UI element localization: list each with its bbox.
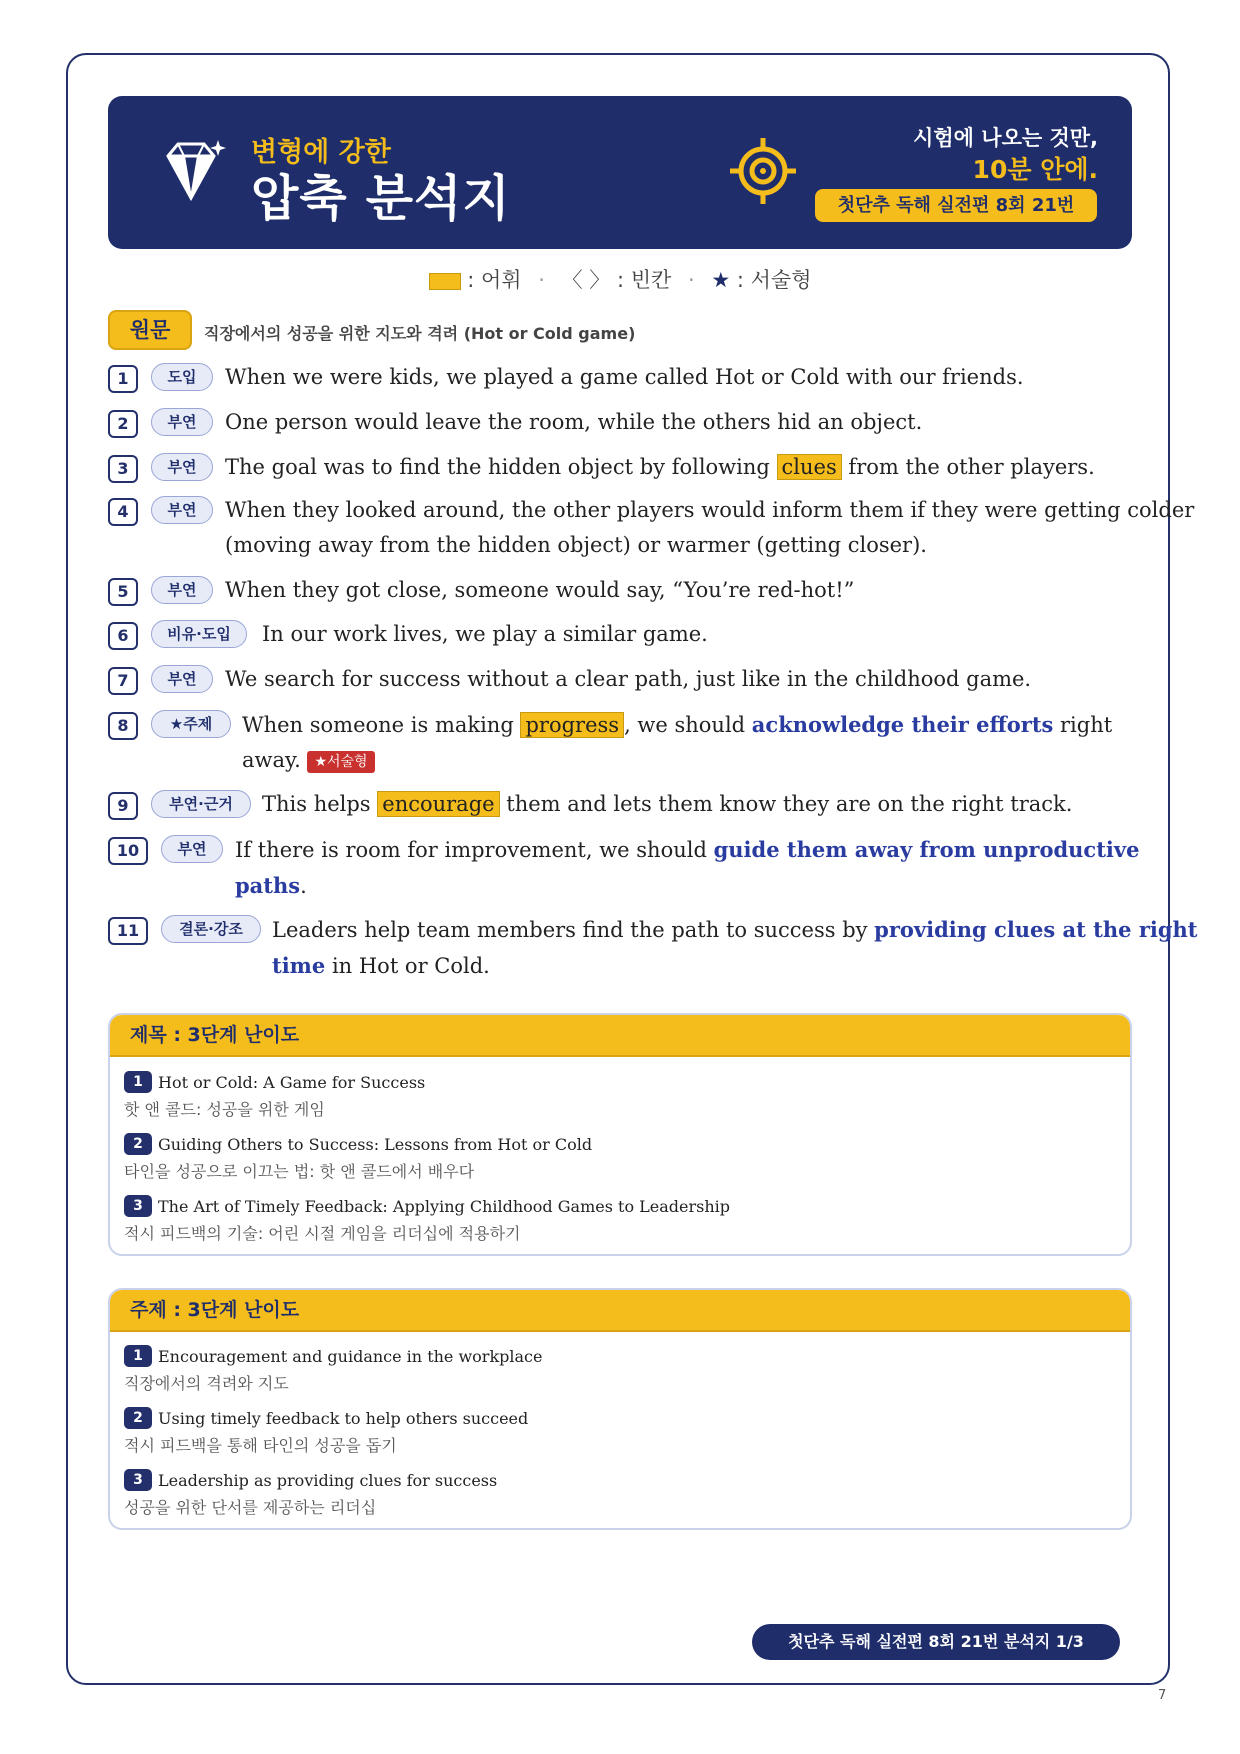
section-label: 원문 <box>108 310 192 350</box>
sentence-text: When they looked around, the other players would inform them if they were getting colder (moving away from the hidden object) or warmer (getting closer). <box>225 498 1195 557</box>
sentence-tag: 비유·도입 <box>151 620 247 648</box>
page-number: 7 <box>1158 1688 1167 1703</box>
sentence-number: 2 <box>108 410 138 438</box>
sentence-text: If there is room for improvement, we should guide them away from unproductive paths. <box>235 837 1140 898</box>
star-icon: ★ <box>711 268 731 292</box>
header-banner <box>108 96 1132 249</box>
title-options-box <box>108 1013 1132 1256</box>
topic-option: 2 Using timely feedback to help others succeed 적시 피드백을 통해 타인의 성공을 돕기 <box>124 1408 529 1455</box>
banner-subtitle: 변형에 강한 <box>251 137 391 168</box>
topic-option: 3 Leadership as providing clues for success 성공을 위한 단서를 제공하는 리더십 <box>124 1470 498 1517</box>
title-option: 3 The Art of Timely Feedback: Applying Childhood Games to Leadership 적시 피드백의 기술: 어린 시절 게임을 리더십에 적용하기 <box>124 1196 731 1243</box>
sentence-tag: 결론·강조 <box>161 915 261 943</box>
legend: : 어휘 · 〈 〉 : 빈칸 · ★ : 서술형 <box>0 264 1240 294</box>
section-description: 직장에서의 성공을 위한 지도와 격려 (Hot or Cold game) <box>204 324 636 343</box>
key-phrase: guide them away from unproductive <box>713 837 1140 862</box>
footer-source-pill: 첫단추 독해 실전편 8회 21번 분석지 1/3 <box>752 1624 1120 1660</box>
legend-vocab: : 어휘 <box>467 268 522 292</box>
banner-title: 압축 분석지 <box>251 170 511 227</box>
sentence-text: One person would leave the room, while the others hid an object. <box>225 410 923 434</box>
title-box-heading: 제목 : 3단계 난이도 <box>110 1015 1130 1057</box>
sentence-text: In our work lives, we play a similar game. <box>262 622 708 646</box>
sentence-text: When they got close, someone would say, “You’re red-hot!” <box>225 578 855 602</box>
vocab-highlight: progress <box>520 712 624 738</box>
sentence-text: We search for success without a clear path, just like in the childhood game. <box>225 667 1032 691</box>
option-number: 1 <box>124 1071 152 1093</box>
option-number: 1 <box>124 1345 152 1367</box>
sentence-tag: 부연 <box>161 835 223 863</box>
legend-essay: : 서술형 <box>736 268 812 292</box>
sentence-tag: 부연 <box>151 496 213 524</box>
sentence-number: 1 <box>108 365 138 393</box>
banner-source-pill: 첫단추 독해 실전편 8회 21번 <box>815 189 1097 222</box>
sentence-tag: ★주제 <box>151 710 231 738</box>
key-phrase: acknowledge their efforts <box>751 712 1054 737</box>
sentence-number: 8 <box>108 712 138 740</box>
option-number: 2 <box>124 1407 152 1429</box>
sentence-number: 9 <box>108 792 138 820</box>
banner-tagline-2: 10분 안에. <box>972 155 1098 184</box>
sentence-text: The goal was to find the hidden object by following clues from the other players. <box>225 455 1095 479</box>
banner-tagline-1: 시험에 나오는 것만, <box>913 126 1098 150</box>
title-option: 1 Hot or Cold: A Game for Success 핫 앤 콜드: 성공을 위한 게임 <box>124 1072 426 1119</box>
sentence-tag: 부연 <box>151 408 213 436</box>
sentence-text: When we were kids, we played a game called Hot or Cold with our friends. <box>225 365 1024 389</box>
sentence-text: When someone is making progress , we should acknowledge their efforts right away. ★서술형 <box>242 712 1113 772</box>
option-number: 2 <box>124 1133 152 1155</box>
sentence-number: 5 <box>108 578 138 606</box>
sentence-tag: 부연 <box>151 453 213 481</box>
sentence-number: 4 <box>108 498 138 526</box>
option-number: 3 <box>124 1195 152 1217</box>
sentence-tag: 부연 <box>151 665 213 693</box>
sentence-tag: 부연 <box>151 576 213 604</box>
sentence-number: 11 <box>108 917 148 945</box>
sentence-number: 7 <box>108 667 138 695</box>
sentence-text: This helps encourage them and lets them know they are on the right track. <box>262 792 1073 816</box>
topic-box-heading: 주제 : 3단계 난이도 <box>110 1290 1130 1332</box>
legend-blank: : 빈칸 <box>616 268 672 292</box>
vocab-swatch <box>429 273 461 290</box>
topic-option: 1 Encouragement and guidance in the workplace 직장에서의 격려와 지도 <box>124 1346 543 1393</box>
key-phrase: providing clues at the right <box>874 917 1198 942</box>
topic-options-box <box>108 1288 1132 1530</box>
target-icon <box>730 138 796 204</box>
vocab-highlight: clues <box>777 454 842 480</box>
option-number: 3 <box>124 1469 152 1491</box>
title-option: 2 Guiding Others to Success: Lessons from Hot or Cold 타인을 성공으로 이끄는 법: 핫 앤 콜드에서 배우다 <box>124 1134 593 1181</box>
essay-badge: ★서술형 <box>307 751 374 773</box>
sentence-tag: 도입 <box>151 363 213 391</box>
sentence-number: 3 <box>108 455 138 483</box>
legend-blank-symbol: 〈 〉 <box>561 268 611 292</box>
sentence-text: Leaders help team members find the path to success by providing clues at the right time in Hot or Cold. <box>272 917 1198 978</box>
sentence-number: 6 <box>108 622 138 650</box>
diamond-icon <box>160 138 226 204</box>
sentence-number: 10 <box>108 837 148 865</box>
sentence-tag: 부연·근거 <box>151 790 251 818</box>
vocab-highlight: encourage <box>377 791 499 817</box>
